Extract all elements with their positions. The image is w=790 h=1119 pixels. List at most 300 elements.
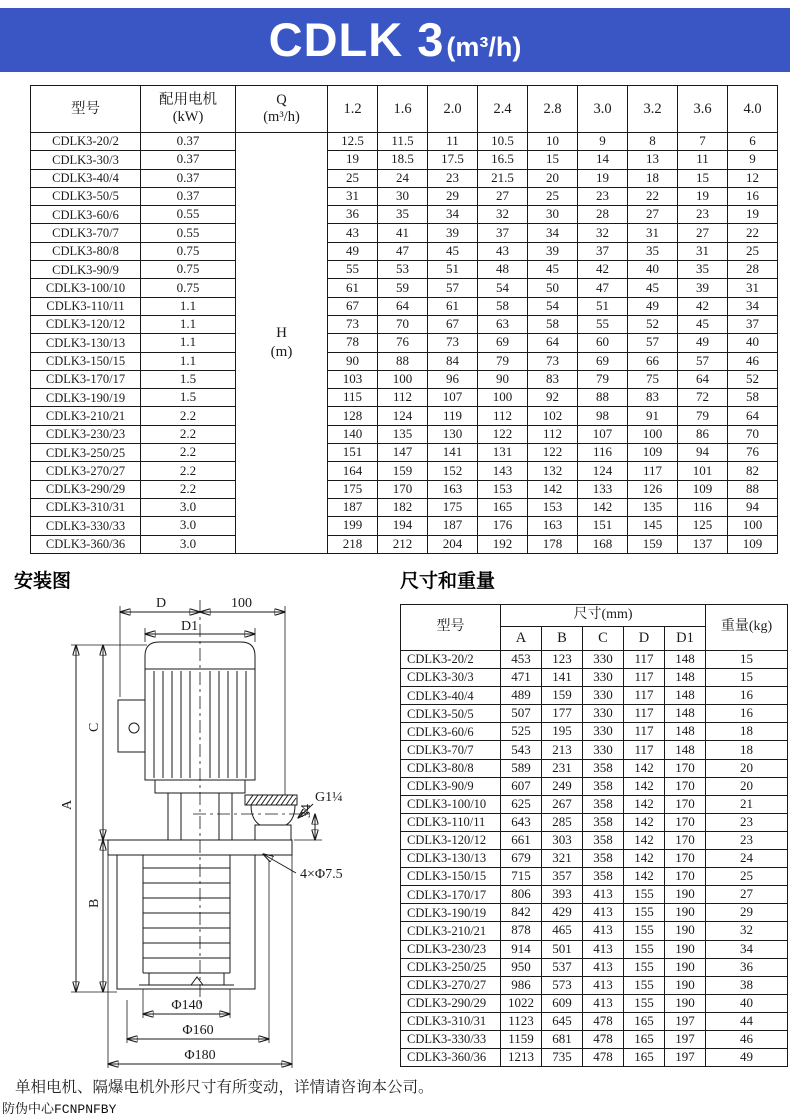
dimension-value-cell: 16: [706, 687, 788, 705]
head-value-cell: 48: [478, 261, 528, 279]
head-value-cell: 82: [728, 462, 778, 480]
dimension-value-cell: 1213: [501, 1049, 542, 1067]
model-cell: CDLK3-330/33: [31, 517, 141, 535]
dimension-value-cell: 32: [706, 922, 788, 940]
head-value-cell: 39: [678, 279, 728, 297]
head-value-cell: 35: [678, 261, 728, 279]
dimension-value-cell: 170: [665, 831, 706, 849]
dims-table-row: [401, 1012, 788, 1030]
head-value-cell: 142: [528, 480, 578, 498]
head-value-cell: 73: [528, 352, 578, 370]
dimension-value-cell: 358: [583, 795, 624, 813]
head-value-cell: 12: [728, 169, 778, 187]
dimension-value-cell: 950: [501, 958, 542, 976]
head-value-cell: 23: [678, 206, 728, 224]
dimension-value-cell: 358: [583, 831, 624, 849]
head-value-cell: 13: [628, 151, 678, 169]
head-value-cell: 55: [578, 315, 628, 333]
dimension-value-cell: 21: [706, 795, 788, 813]
dimension-value-cell: 20: [706, 777, 788, 795]
dims-table-row: [401, 723, 788, 741]
head-value-cell: 94: [728, 498, 778, 516]
head-value-cell: 69: [478, 334, 528, 352]
head-value-cell: 6: [728, 133, 778, 151]
col-header-flow-value: 2.8: [528, 86, 578, 133]
dimension-value-cell: 413: [583, 994, 624, 1012]
perf-table-row: [31, 169, 778, 187]
dimension-value-cell: 231: [542, 759, 583, 777]
dimension-value-cell: 501: [542, 940, 583, 958]
head-value-cell: 18.5: [378, 151, 428, 169]
dimension-value-cell: 117: [624, 669, 665, 687]
head-value-cell: 31: [728, 279, 778, 297]
dimension-value-cell: 15: [706, 669, 788, 687]
dimension-value-cell: 155: [624, 976, 665, 994]
motor-kw-cell: 2.2: [141, 462, 236, 480]
model-cell: CDLK3-40/4: [31, 169, 141, 187]
dim-label-B: B: [87, 898, 102, 908]
head-value-cell: 115: [328, 389, 378, 407]
dims-table-row: [401, 940, 788, 958]
head-value-cell: 31: [328, 187, 378, 205]
motor-kw-cell: 2.2: [141, 444, 236, 462]
dim-label-A: A: [60, 799, 75, 810]
head-value-cell: 16.5: [478, 151, 528, 169]
dimension-value-cell: 914: [501, 940, 542, 958]
head-value-cell: 28: [728, 261, 778, 279]
col-header-A: A: [501, 627, 542, 651]
dimension-value-cell: 142: [624, 850, 665, 868]
dimension-value-cell: 38: [706, 976, 788, 994]
head-value-cell: 140: [328, 425, 378, 443]
dimension-value-cell: 142: [624, 777, 665, 795]
model-cell: CDLK3-250/25: [31, 444, 141, 462]
head-meters-merged-cell: H (m): [236, 133, 328, 554]
dims-table-row: [401, 958, 788, 976]
dimension-value-cell: 625: [501, 795, 542, 813]
head-value-cell: 128: [328, 407, 378, 425]
head-value-cell: 143: [478, 462, 528, 480]
col-header-motor: 配用电机 (kW): [141, 86, 236, 133]
model-cell: CDLK3-210/21: [31, 407, 141, 425]
dims-table-row: [401, 904, 788, 922]
dimension-value-cell: 117: [624, 651, 665, 669]
motor-kw-cell: 1.1: [141, 315, 236, 333]
dimension-value-cell: 148: [665, 651, 706, 669]
perf-table-row: [31, 535, 778, 553]
head-value-cell: 45: [628, 279, 678, 297]
head-value-cell: 34: [428, 206, 478, 224]
head-value-cell: 116: [678, 498, 728, 516]
col-header-D1: D1: [665, 627, 706, 651]
dimension-value-cell: 155: [624, 922, 665, 940]
head-value-cell: 40: [728, 334, 778, 352]
dimension-value-cell: 170: [665, 813, 706, 831]
head-value-cell: 69: [578, 352, 628, 370]
head-value-cell: 187: [428, 517, 478, 535]
head-value-cell: 92: [528, 389, 578, 407]
dimension-value-cell: 537: [542, 958, 583, 976]
dims-table-row: [401, 813, 788, 831]
head-value-cell: 135: [378, 425, 428, 443]
dimension-value-cell: 23: [706, 831, 788, 849]
model-cell: CDLK3-100/10: [401, 795, 501, 813]
head-value-cell: 79: [478, 352, 528, 370]
dimension-lines: [76, 612, 315, 1064]
dims-table-row: [401, 994, 788, 1012]
head-value-cell: 67: [428, 315, 478, 333]
head-value-cell: 107: [428, 389, 478, 407]
head-value-cell: 29: [428, 187, 478, 205]
head-value-cell: 125: [678, 517, 728, 535]
head-value-cell: 90: [478, 370, 528, 388]
dimension-value-cell: 330: [583, 741, 624, 759]
head-value-cell: 132: [528, 462, 578, 480]
head-value-cell: 86: [678, 425, 728, 443]
motor-kw-cell: 0.37: [141, 133, 236, 151]
dimension-value-cell: 303: [542, 831, 583, 849]
dimension-value-cell: 117: [624, 687, 665, 705]
dims-table-row: [401, 831, 788, 849]
page-title: CDLK 3: [268, 13, 445, 66]
model-cell: CDLK3-30/3: [31, 151, 141, 169]
head-value-cell: 178: [528, 535, 578, 553]
dims-table-row: [401, 976, 788, 994]
head-value-cell: 73: [328, 315, 378, 333]
head-value-cell: 10: [528, 133, 578, 151]
perf-table-row: [31, 279, 778, 297]
head-value-cell: 64: [728, 407, 778, 425]
head-value-cell: 137: [678, 535, 728, 553]
head-value-cell: 100: [628, 425, 678, 443]
dimension-value-cell: 155: [624, 904, 665, 922]
col-header-flow-value: 3.0: [578, 86, 628, 133]
head-value-cell: 16: [728, 187, 778, 205]
dims-table-row: [401, 1030, 788, 1048]
dimension-value-cell: 195: [542, 723, 583, 741]
head-value-cell: 51: [578, 297, 628, 315]
head-value-cell: 64: [678, 370, 728, 388]
dim-label-C: C: [87, 722, 102, 732]
head-value-cell: 32: [478, 206, 528, 224]
dimension-value-cell: 18: [706, 741, 788, 759]
model-cell: CDLK3-190/19: [31, 389, 141, 407]
motor-kw-cell: 2.2: [141, 407, 236, 425]
dims-table-row: [401, 795, 788, 813]
head-value-cell: 37: [478, 224, 528, 242]
head-value-cell: 76: [378, 334, 428, 352]
head-value-cell: 37: [728, 315, 778, 333]
dims-table-row: [401, 1049, 788, 1067]
model-cell: CDLK3-80/8: [401, 759, 501, 777]
motor-kw-cell: 0.75: [141, 261, 236, 279]
head-value-cell: 70: [378, 315, 428, 333]
title-bar: [0, 8, 790, 72]
dimension-value-cell: 117: [624, 705, 665, 723]
head-value-cell: 124: [378, 407, 428, 425]
head-value-cell: 54: [528, 297, 578, 315]
model-cell: CDLK3-150/15: [401, 868, 501, 886]
head-value-cell: 78: [328, 334, 378, 352]
col-header-flow-value: 2.4: [478, 86, 528, 133]
head-value-cell: 52: [728, 370, 778, 388]
dimension-value-cell: 142: [624, 868, 665, 886]
dimension-value-cell: 321: [542, 850, 583, 868]
dimension-value-cell: 285: [542, 813, 583, 831]
head-value-cell: 218: [328, 535, 378, 553]
motor-kw-cell: 1.1: [141, 297, 236, 315]
head-value-cell: 31: [678, 242, 728, 260]
dimension-value-cell: 330: [583, 705, 624, 723]
dimension-value-cell: 148: [665, 705, 706, 723]
head-value-cell: 27: [628, 206, 678, 224]
col-header-flow-value: 3.6: [678, 86, 728, 133]
motor-kw-cell: 3.0: [141, 535, 236, 553]
head-value-cell: 45: [678, 315, 728, 333]
model-cell: CDLK3-50/5: [401, 705, 501, 723]
head-value-cell: 212: [378, 535, 428, 553]
head-value-cell: 52: [628, 315, 678, 333]
head-value-cell: 126: [628, 480, 678, 498]
head-value-cell: 58: [528, 315, 578, 333]
dimension-value-cell: 49: [706, 1049, 788, 1067]
head-value-cell: 9: [728, 151, 778, 169]
dimension-value-cell: 413: [583, 904, 624, 922]
model-cell: CDLK3-90/9: [31, 261, 141, 279]
head-value-cell: 63: [478, 315, 528, 333]
head-value-cell: 9: [578, 133, 628, 151]
dimension-value-cell: 478: [583, 1030, 624, 1048]
perf-table-row: [31, 444, 778, 462]
head-value-cell: 76: [728, 444, 778, 462]
motor-kw-cell: 0.37: [141, 151, 236, 169]
head-value-cell: 153: [528, 498, 578, 516]
dimension-value-cell: 190: [665, 976, 706, 994]
dimension-value-cell: 23: [706, 813, 788, 831]
dimension-value-cell: 645: [542, 1012, 583, 1030]
col-header-flow-value: 3.2: [628, 86, 678, 133]
model-cell: CDLK3-70/7: [31, 224, 141, 242]
head-value-cell: 19: [678, 187, 728, 205]
head-value-cell: 25: [528, 187, 578, 205]
motor-kw-cell: 2.2: [141, 480, 236, 498]
dims-table-row: [401, 687, 788, 705]
dimension-value-cell: 165: [624, 1049, 665, 1067]
head-value-cell: 28: [578, 206, 628, 224]
dimension-value-cell: 393: [542, 886, 583, 904]
model-cell: CDLK3-210/21: [401, 922, 501, 940]
head-value-cell: 83: [528, 370, 578, 388]
col-header-model: 型号: [31, 86, 141, 133]
head-value-cell: 55: [328, 261, 378, 279]
head-value-cell: 122: [528, 444, 578, 462]
col-header-B: B: [542, 627, 583, 651]
head-value-cell: 100: [378, 370, 428, 388]
head-value-cell: 34: [528, 224, 578, 242]
head-value-cell: 22: [728, 224, 778, 242]
motor-kw-cell: 1.1: [141, 334, 236, 352]
head-value-cell: 14: [578, 151, 628, 169]
head-value-cell: 66: [628, 352, 678, 370]
model-cell: CDLK3-250/25: [401, 958, 501, 976]
head-value-cell: 170: [378, 480, 428, 498]
model-cell: CDLK3-170/17: [31, 370, 141, 388]
dimension-value-cell: 471: [501, 669, 542, 687]
motor-kw-cell: 3.0: [141, 517, 236, 535]
head-value-cell: 142: [578, 498, 628, 516]
dimensions-heading: 尺寸和重量: [400, 571, 496, 592]
head-value-cell: 64: [528, 334, 578, 352]
head-value-cell: 30: [528, 206, 578, 224]
pump-feet: [139, 973, 234, 985]
outlet-hatch: [246, 795, 296, 805]
head-value-cell: 61: [328, 279, 378, 297]
head-value-cell: 47: [378, 242, 428, 260]
head-value-cell: 43: [478, 242, 528, 260]
head-value-cell: 27: [478, 187, 528, 205]
head-value-cell: 175: [428, 498, 478, 516]
head-value-cell: 54: [478, 279, 528, 297]
head-value-cell: 168: [578, 535, 628, 553]
dim-label-D: D: [156, 596, 167, 611]
dims-table-row: [401, 669, 788, 687]
head-value-cell: 40: [628, 261, 678, 279]
head-value-cell: 100: [728, 517, 778, 535]
col-header-flow: Q (m³/h): [236, 86, 328, 133]
dimension-value-cell: 190: [665, 904, 706, 922]
dims-table-row: [401, 651, 788, 669]
motor-kw-cell: 2.2: [141, 425, 236, 443]
head-value-cell: 72: [678, 389, 728, 407]
head-value-cell: 30: [378, 187, 428, 205]
dimension-value-cell: 330: [583, 669, 624, 687]
model-cell: CDLK3-130/13: [401, 850, 501, 868]
col-header-flow-value: 1.6: [378, 86, 428, 133]
head-value-cell: 79: [578, 370, 628, 388]
dimension-value-cell: 330: [583, 651, 624, 669]
head-value-cell: 58: [728, 389, 778, 407]
head-value-cell: 35: [378, 206, 428, 224]
head-value-cell: 23: [428, 169, 478, 187]
dimension-value-cell: 609: [542, 994, 583, 1012]
installation-drawing: [5, 592, 397, 1072]
motor-kw-cell: 1.1: [141, 352, 236, 370]
head-value-cell: 96: [428, 370, 478, 388]
head-value-cell: 124: [578, 462, 628, 480]
perf-table-row: [31, 480, 778, 498]
model-cell: CDLK3-60/6: [31, 206, 141, 224]
dims-table-row: [401, 922, 788, 940]
head-value-cell: 10.5: [478, 133, 528, 151]
model-cell: CDLK3-130/13: [31, 334, 141, 352]
head-value-cell: 187: [328, 498, 378, 516]
model-cell: CDLK3-230/23: [401, 940, 501, 958]
model-cell: CDLK3-310/31: [31, 498, 141, 516]
page-title-unit: (m³/h): [446, 32, 522, 62]
head-value-cell: 59: [378, 279, 428, 297]
dimension-value-cell: 413: [583, 940, 624, 958]
dims-table-row: [401, 705, 788, 723]
head-value-cell: 25: [328, 169, 378, 187]
perf-table-row: [31, 187, 778, 205]
head-value-cell: 192: [478, 535, 528, 553]
perf-table-row: [31, 425, 778, 443]
head-value-cell: 107: [578, 425, 628, 443]
motor-kw-cell: 0.37: [141, 169, 236, 187]
head-value-cell: 11: [678, 151, 728, 169]
head-value-cell: 15: [528, 151, 578, 169]
head-value-cell: 83: [628, 389, 678, 407]
head-value-cell: 19: [578, 169, 628, 187]
dimension-value-cell: 453: [501, 651, 542, 669]
dimension-value-cell: 358: [583, 868, 624, 886]
head-value-cell: 204: [428, 535, 478, 553]
perf-table-row: [31, 261, 778, 279]
dimension-value-cell: 267: [542, 795, 583, 813]
head-value-cell: 31: [628, 224, 678, 242]
dimension-value-cell: 413: [583, 922, 624, 940]
dimension-value-cell: 40: [706, 994, 788, 1012]
dim-label-34: 34: [299, 804, 314, 818]
dimension-value-cell: 249: [542, 777, 583, 795]
dimension-value-cell: 170: [665, 850, 706, 868]
dimension-value-cell: 413: [583, 958, 624, 976]
col-header-model: 型号: [401, 605, 501, 651]
model-cell: CDLK3-310/31: [401, 1012, 501, 1030]
dims-table-row: [401, 777, 788, 795]
dimension-value-cell: 165: [624, 1030, 665, 1048]
pump-casing: [117, 855, 255, 989]
head-value-cell: 60: [578, 334, 628, 352]
col-header-C: C: [583, 627, 624, 651]
dimension-value-cell: 44: [706, 1012, 788, 1030]
dims-table-row: [401, 868, 788, 886]
dimension-value-cell: 117: [624, 741, 665, 759]
dimension-value-cell: 842: [501, 904, 542, 922]
col-header-D: D: [624, 627, 665, 651]
dims-table-row: [401, 850, 788, 868]
head-value-cell: 45: [428, 242, 478, 260]
dim-label-phi180: Φ180: [184, 1048, 216, 1063]
head-value-cell: 15: [678, 169, 728, 187]
dimension-value-cell: 330: [583, 687, 624, 705]
head-value-cell: 11: [428, 133, 478, 151]
head-value-cell: 103: [328, 370, 378, 388]
head-value-cell: 135: [628, 498, 678, 516]
head-value-cell: 133: [578, 480, 628, 498]
dimension-value-cell: 170: [665, 795, 706, 813]
dimension-value-cell: 18: [706, 723, 788, 741]
dimension-value-cell: 36: [706, 958, 788, 976]
head-value-cell: 49: [628, 297, 678, 315]
head-value-cell: 34: [728, 297, 778, 315]
dimension-value-cell: 643: [501, 813, 542, 831]
head-value-cell: 49: [328, 242, 378, 260]
head-value-cell: 17.5: [428, 151, 478, 169]
head-value-cell: 147: [378, 444, 428, 462]
dimension-value-cell: 190: [665, 886, 706, 904]
dimension-value-cell: 148: [665, 741, 706, 759]
dimension-value-cell: 679: [501, 850, 542, 868]
head-value-cell: 122: [478, 425, 528, 443]
dimension-value-cell: 177: [542, 705, 583, 723]
dimension-value-cell: 507: [501, 705, 542, 723]
head-value-cell: 61: [428, 297, 478, 315]
motor-kw-cell: 0.75: [141, 242, 236, 260]
head-value-cell: 159: [378, 462, 428, 480]
head-value-cell: 163: [428, 480, 478, 498]
head-value-cell: 42: [678, 297, 728, 315]
